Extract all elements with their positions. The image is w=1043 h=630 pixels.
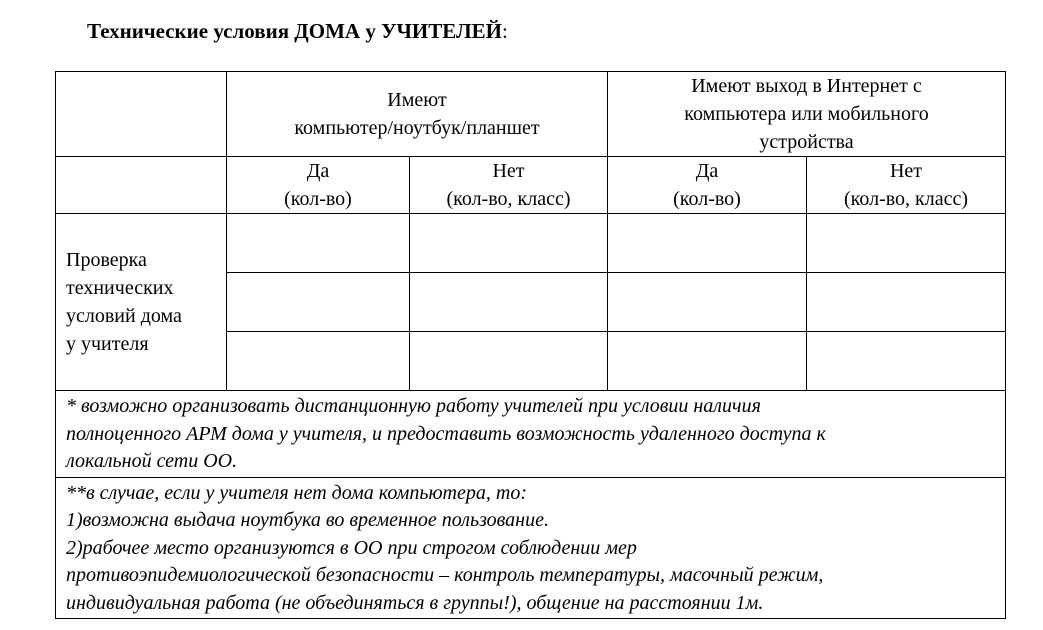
note-line: противоэпидемиологической безопасности – контроль температуры, масочный режим,	[66, 564, 824, 586]
note-line: 2)рабочее место организуются в ОО при строгом соблюдении мер	[66, 536, 637, 559]
sub-header-internet-yes	[608, 157, 807, 214]
note-line: полноценного АРМ дома у учителя, и предоставить возможность удаленного доступа к	[66, 422, 826, 445]
row-label-cell	[56, 214, 227, 391]
note-line: 1)возможна выдача ноутбука во временное пользование.	[66, 509, 549, 531]
sub-header-line: (кол-во)	[284, 188, 352, 210]
empty-data-cell[interactable]	[807, 332, 1006, 391]
header-line: компьютер/ноутбук/планшет	[294, 117, 540, 139]
sub-header-line: (кол-во)	[673, 188, 741, 210]
data-row	[56, 214, 1006, 273]
sub-header-line: Да	[306, 160, 330, 182]
empty-data-cell[interactable]	[807, 273, 1006, 332]
group-header-row	[56, 72, 1006, 157]
empty-data-cell[interactable]	[807, 214, 1006, 273]
note-no-computer	[56, 477, 1006, 619]
empty-corner-cell	[56, 72, 227, 157]
sub-header-line: (кол-во, класс)	[843, 188, 969, 210]
note-line: * возможно организовать дистанционную работу учителей при условии наличия	[66, 395, 761, 417]
empty-data-cell[interactable]	[227, 214, 410, 273]
empty-data-cell[interactable]	[410, 273, 608, 332]
header-line: Имеют выход в Интернет с	[691, 75, 922, 97]
sub-header-computer-no	[410, 157, 608, 214]
note-line: индивидуальная работа (не объединяться в группы!), общение на расстоянии 1м.	[66, 591, 764, 614]
document-title	[87, 16, 508, 46]
empty-data-cell[interactable]	[410, 332, 608, 391]
row-label-line: технических	[66, 277, 174, 299]
title-colon: :	[501, 19, 508, 43]
row-label-line: условий дома	[66, 305, 182, 327]
sub-header-line: Да	[695, 160, 719, 182]
empty-label-cell	[56, 157, 227, 214]
conditions-table	[55, 71, 1006, 619]
sub-header-internet-no	[807, 157, 1006, 214]
header-line: Имеют	[387, 89, 447, 111]
empty-data-cell[interactable]	[227, 332, 410, 391]
sub-header-computer-yes	[227, 157, 410, 214]
sub-header-line: Нет	[492, 160, 525, 182]
header-line: устройства	[759, 131, 854, 153]
note-row-1	[56, 391, 1006, 478]
sub-header-row	[56, 157, 1006, 214]
sub-header-line: Нет	[889, 160, 923, 182]
note-line: **в случае, если у учителя нет дома компьютера, то:	[66, 481, 527, 504]
empty-data-cell[interactable]	[410, 214, 608, 273]
empty-data-cell[interactable]	[608, 273, 807, 332]
header-has-computer	[227, 72, 608, 157]
note-line: локальной сети ОО.	[66, 450, 238, 472]
empty-data-cell[interactable]	[608, 214, 807, 273]
note-remote-work	[56, 391, 1006, 478]
header-line: компьютера или мобильного	[684, 103, 929, 125]
sub-header-line: (кол-во, класс)	[446, 188, 571, 210]
title-bold-text: Технические условия ДОМА у УЧИТЕЛЕЙ	[87, 19, 502, 43]
row-label-line: у учителя	[66, 333, 149, 355]
empty-data-cell[interactable]	[227, 273, 410, 332]
header-has-internet	[608, 72, 1006, 157]
empty-data-cell[interactable]	[608, 332, 807, 391]
note-row-2	[56, 477, 1006, 619]
row-label-line: Проверка	[66, 249, 147, 271]
